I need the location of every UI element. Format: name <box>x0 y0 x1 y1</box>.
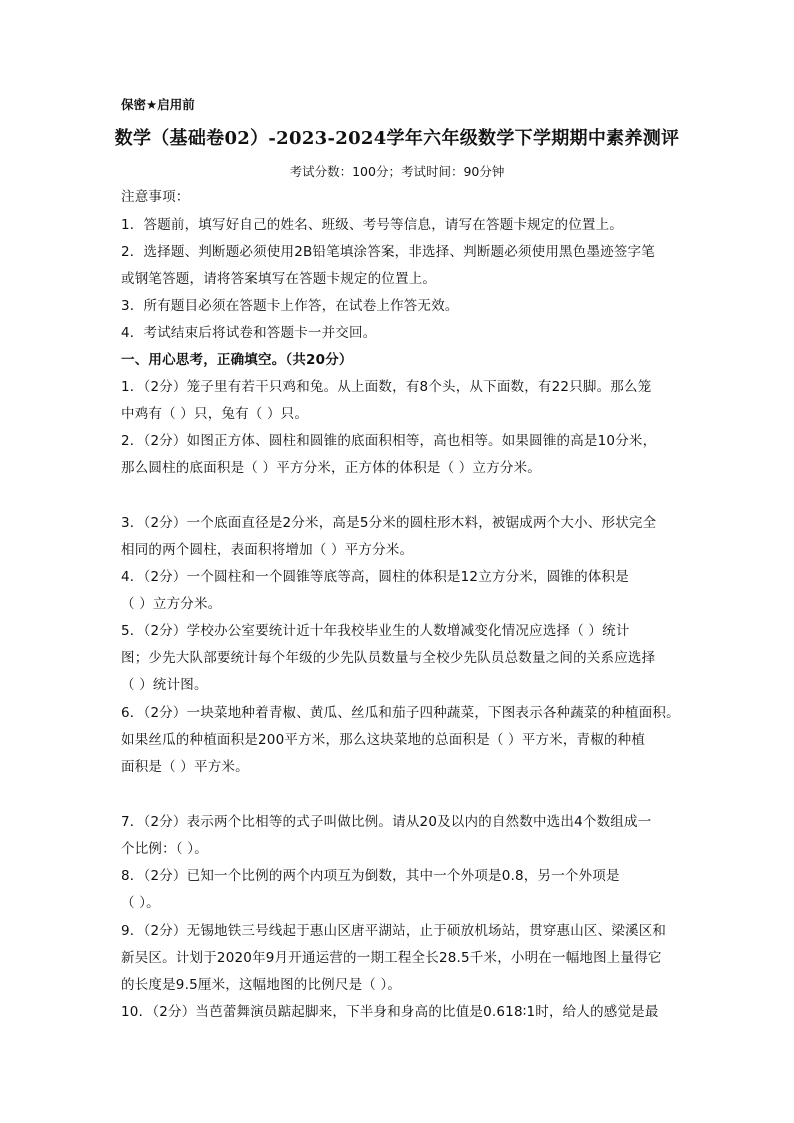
question-line: 6．（2分）一块菜地种着青椒、黄瓜、丝瓜和茄子四种蔬菜，下图表示各种蔬菜的种植面积。 <box>121 705 680 721</box>
question-line: 新吴区。计划于2020年9月开通运营的一期工程全长28.5千米，小明在一幅地图上量得它 <box>121 950 662 966</box>
question-line: 9．（2分）无锡地铁三号线起于惠山区唐平湖站，止于硕放机场站，贯穿惠山区、梁溪区和 <box>121 923 667 939</box>
page-title: 数学（基础卷02）-2023-2024学年六年级数学下学期期中素养测评 <box>114 128 680 149</box>
question-line: 面积是（ ）平方米。 <box>121 759 249 775</box>
exam-info: 考试分数：100分；考试时间：90分钟 <box>289 164 505 179</box>
question-line: 4．（2分）一个圆柱和一个圆锥等底等高，圆柱的体积是12立方分米，圆锥的体积是 <box>121 569 629 585</box>
question-line: 1．（2分）笼子里有若干只鸡和兔。从上面数，有8个头，从下面数，有22只脚。那么笼 <box>121 379 652 395</box>
question-line: 个比例：（ ）。 <box>121 841 208 857</box>
question-line: 8．（2分）已知一个比例的两个内项互为倒数，其中一个外项是0.8，另一个外项是 <box>121 868 620 884</box>
note-item: 1．答题前，填写好自己的姓名、班级、考号等信息，请写在答题卡规定的位置上。 <box>121 217 623 233</box>
note-item: 3．所有题目必须在答题卡上作答，在试卷上作答无效。 <box>121 298 459 314</box>
note-item: 或钢笔答题，请将答案填写在答题卡规定的位置上。 <box>121 271 437 287</box>
question-line: 如果丝瓜的种植面积是200平方米，那么这块菜地的总面积是（ ）平方米，青椒的种植 <box>121 732 646 748</box>
notes-heading: 注意事项： <box>121 189 190 205</box>
question-line: 5．（2分）学校办公室要统计近十年我校毕业生的人数增减变化情况应选择（ ）统计 <box>121 623 630 639</box>
question-line: 3．（2分）一个底面直径是2分米，高是5分米的圆柱形木料，被锯成两个大小、形状完全 <box>121 515 657 531</box>
question-line: 2．（2分）如图正方体、圆柱和圆锥的底面积相等，高也相等。如果圆锥的高是10分米， <box>121 433 657 449</box>
question-line: 中鸡有（ ）只，兔有（ ）只。 <box>121 406 309 422</box>
question-line: （ ）。 <box>121 895 160 911</box>
question-line: 10．（2分）当芭蕾舞演员踮起脚来，下半身和身高的比值是0.618∶1时，给人的感觉是最 <box>121 1004 659 1020</box>
question-line: 7．（2分）表示两个比相等的式子叫做比例。请从20及以内的自然数中选出4个数组成一 <box>121 814 652 830</box>
note-item: 2．选择题、判断题必须使用2B铅笔填涂答案，非选择、判断题必须使用黑色墨迹签字笔 <box>121 244 655 260</box>
question-line: （ ）立方分米。 <box>121 596 222 612</box>
section-heading: 一、用心思考，正确填空。（共20分） <box>121 352 353 368</box>
question-line: （ ）统计图。 <box>121 677 208 693</box>
confidential-label: 保密★启用前 <box>121 97 195 112</box>
question-line: 相同的两个圆柱，表面积将增加（ ）平方分米。 <box>121 542 414 558</box>
question-line: 图；少先大队部要统计每个年级的少先队员数量与全校少先队员总数量之间的关系应选择 <box>121 650 656 666</box>
question-line: 的长度是9.5厘米，这幅地图的比例尺是（ ）。 <box>121 977 402 993</box>
note-item: 4．考试结束后将试卷和答题卡一并交回。 <box>121 325 377 341</box>
question-line: 那么圆柱的底面积是（ ）平方分米，正方体的体积是（ ）立方分米。 <box>121 460 541 476</box>
